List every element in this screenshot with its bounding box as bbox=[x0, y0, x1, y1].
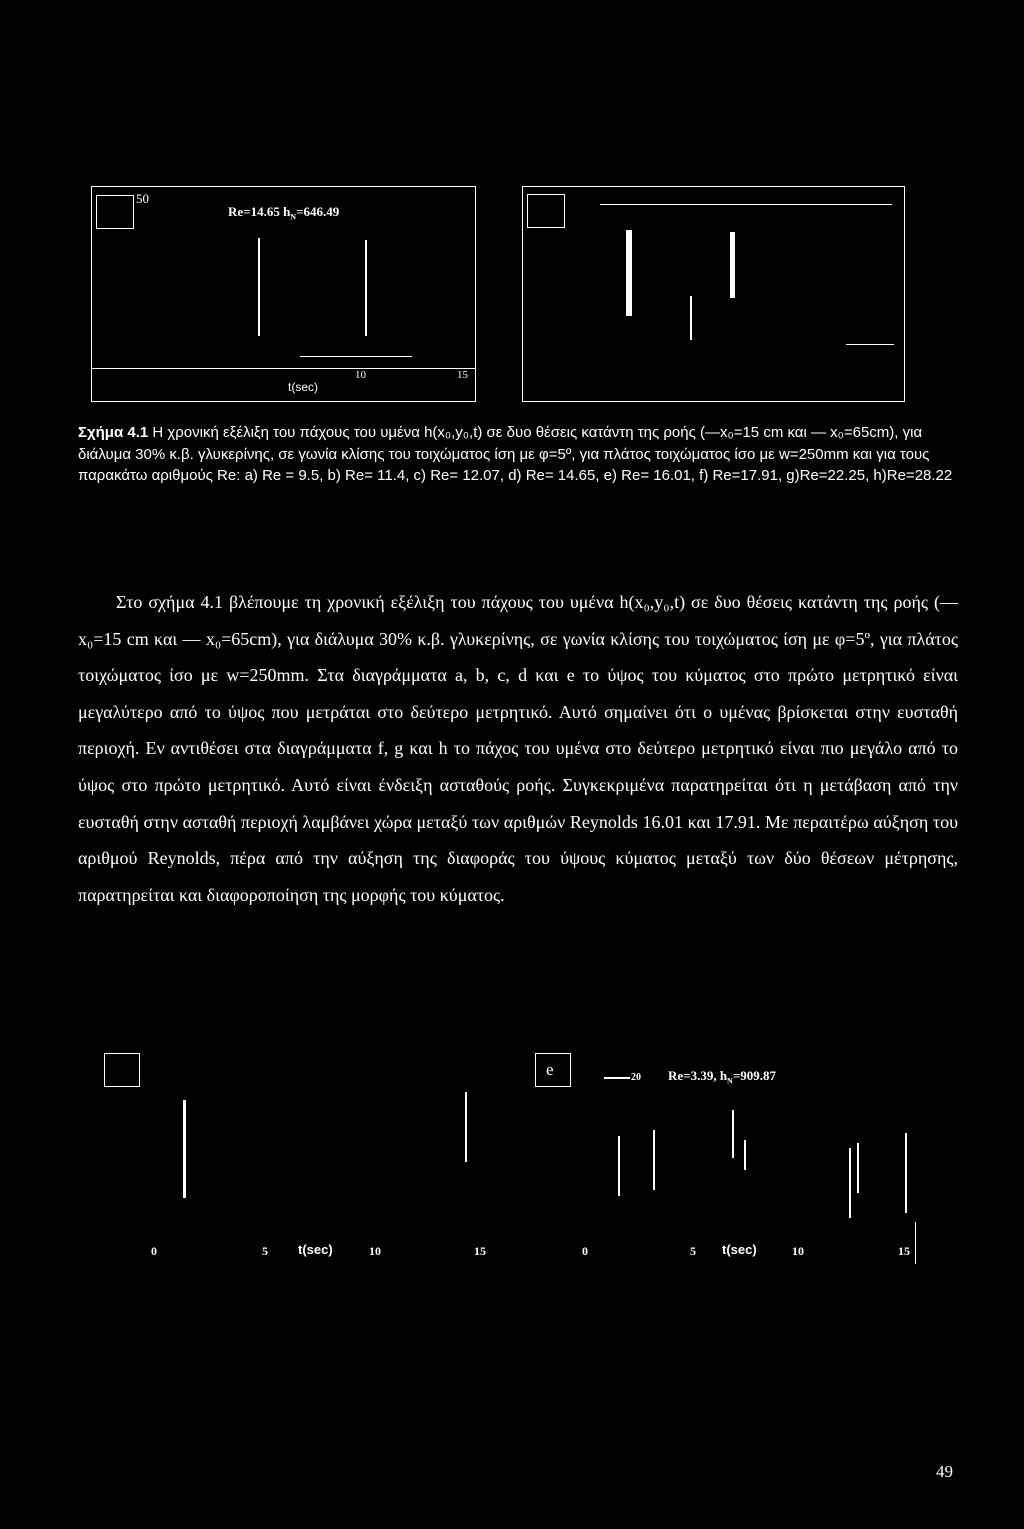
wave-trace bbox=[732, 1110, 734, 1158]
tick-label-15: 15 bbox=[898, 1244, 910, 1258]
panel-letter-box bbox=[104, 1053, 140, 1087]
axis-line bbox=[846, 344, 894, 345]
re-text: Re=3.39, h bbox=[668, 1068, 728, 1083]
wave-trace bbox=[905, 1133, 907, 1213]
re-value: =646.49 bbox=[296, 204, 340, 219]
re-sub: N bbox=[290, 212, 297, 222]
wave-trace bbox=[618, 1136, 620, 1196]
wave-trace bbox=[183, 1100, 186, 1198]
tick-label-15: 15 bbox=[474, 1244, 486, 1258]
body-paragraph bbox=[78, 584, 958, 913]
tick-label-5: 5 bbox=[262, 1244, 268, 1258]
wave-trace bbox=[258, 238, 260, 336]
tick-label-0: 0 bbox=[582, 1244, 588, 1258]
re-label-bottom-right bbox=[668, 1068, 776, 1086]
legend-line bbox=[600, 204, 892, 205]
panel-letter-box bbox=[527, 194, 565, 228]
wave-trace bbox=[365, 240, 367, 336]
axis-line bbox=[300, 356, 412, 357]
wave-trace bbox=[690, 296, 692, 340]
axis-line bbox=[915, 1222, 916, 1264]
wave-trace bbox=[465, 1092, 467, 1162]
plot-frame-top-right bbox=[522, 186, 905, 402]
tick-label-10: 10 bbox=[792, 1244, 804, 1258]
wave-trace bbox=[653, 1130, 655, 1190]
wave-trace bbox=[857, 1143, 859, 1193]
legend-line bbox=[604, 1077, 630, 1079]
re-text: Re=14.65 h bbox=[228, 204, 291, 219]
caption-label: Σχήμα 4.1 bbox=[78, 424, 149, 441]
re-label-top-left bbox=[228, 204, 339, 222]
tick-label-10: 10 bbox=[355, 369, 366, 381]
wave-trace bbox=[849, 1148, 851, 1218]
page-number: 49 bbox=[936, 1462, 953, 1481]
re-sub: N bbox=[727, 1076, 733, 1086]
figure-caption bbox=[78, 422, 978, 487]
x-axis-label: t(sec) bbox=[722, 1242, 757, 1257]
tick-label-10: 10 bbox=[369, 1244, 381, 1258]
tick-label-5: 5 bbox=[690, 1244, 696, 1258]
tick-label-50: 50 bbox=[136, 191, 149, 206]
x-axis-label: t(sec) bbox=[298, 1242, 333, 1257]
panel-letter: e bbox=[546, 1060, 554, 1079]
wave-trace bbox=[730, 232, 735, 298]
paragraph-text: Στο σχήμα 4.1 βλέπουμε τη χρονική εξέλιξη του πάχους του υμένα h(x₀,y₀,t) σε δυο θέσεις κατάντη της ροής (—x₀=15 cm και — x₀=65cm), για διάλυμα 30% κ.β. γλυκερίνης, σε γωνία κλίσης του τοιχώματος ίση με φ=5º, για πλάτος τοιχώματος ίσο με w=250mm. Στα διαγράμματα a, b, c, d και e το ύψος του κύματος στο πρώτο μετρητικό είναι μεγαλύτερο από το ύψος που μετράται στο δεύτερο μετρητικό. Αυτό σημαίνει ότι ο υμένας βρίσκεται στην ευσταθή περιοχή. Εν αντιθέσει στα διαγράμματα f, g και h το πάχος του υμένα στο δεύτερο μετρητικό είναι πιο μεγάλο από το ύψος στο πρώτο μετρητικό. Αυτό είναι ένδειξη ασταθούς ροής. Συγκεκριμένα παρατηρείται ότι η μετάβαση από την ευσταθή στην ασταθή περιοχή λαμβάνει χώρα μεταξύ των αριθμών Reynolds 16.01 και 17.91. Με περαιτέρω αύξηση του αριθμού Reynolds, πέρα από την αύξηση της διαφοράς του ύψους κύματος μεταξύ των δύο θέσεων μέτρησης, παρατηρείται και διαφοροποίηση της μορφής του κύματος. bbox=[78, 592, 958, 905]
wave-trace bbox=[744, 1140, 746, 1170]
panel-letter-box bbox=[96, 195, 134, 229]
tick-label-0: 0 bbox=[151, 1244, 157, 1258]
x-axis-label: t(sec) bbox=[288, 380, 318, 394]
wave-trace bbox=[626, 230, 632, 316]
legend-label: 20 bbox=[631, 1072, 641, 1083]
caption-text: Η χρονική εξέλιξη του πάχους του υμένα h(x₀,y₀,t) σε δυο θέσεις κατάντη της ροής (—x₀=15 cm και — x₀=65cm), για διάλυμα 30% κ.β. γλυκερίνης, σε γωνία κλίσης του τοιχώματος ίση με φ=5º, για πλάτος τοιχώματος ίσο με w=250mm και για τους παρακάτω αριθμούς Re: a) Re = 9.5, b) Re= 11.4, c) Re= 12.07, d) Re= 14.65, e) Re= 16.01, f) Re=17.91, g)Re=22.25, h)Re=28.22 bbox=[78, 424, 953, 484]
re-value: =909.87 bbox=[732, 1068, 776, 1083]
x-axis-line bbox=[91, 368, 476, 369]
tick-label-15: 15 bbox=[457, 369, 468, 381]
